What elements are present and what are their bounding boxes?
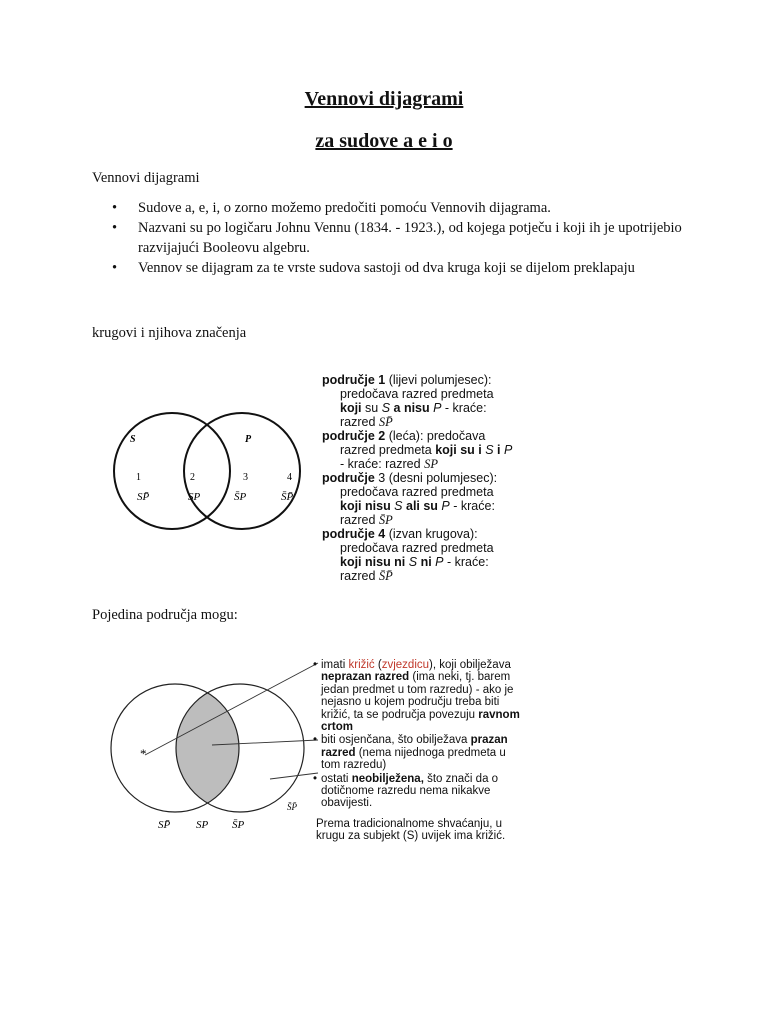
list-item: • Vennov se dijagram za te vrste sudova sastoji od dva kruga koji se dijelom preklapaju (112, 260, 635, 276)
page-subtitle: za sudove a e i o (315, 130, 453, 152)
traditional-note: Prema tradicionalnome shvaćanju, u krugu za subjekt (S) uvijek ima križić. (316, 818, 506, 843)
bullet-icon: • (112, 220, 118, 236)
region-notation-3: S̄P (234, 491, 247, 503)
region-notation-3: S̄P (232, 819, 245, 831)
cross-mark: * (140, 746, 147, 761)
region-legend: područje 1 (lijevi polumjesec): predočava razred predmeta koji su S a nisu P - kraće: razred SP̄ područje 2 (leća): predočava razred predmeta koji su i S i P - kraće: razred SP područje 3 (desni polumjesec): predočava razred predmeta koji nisu S ali su P - kraće: razred S̄P područje 4 (izvan krugova): predočava razred predmeta koji nisu ni S ni P - kraće: razred S̄P̄ (322, 373, 542, 583)
label-p: P (245, 434, 252, 445)
bullet-icon: • (313, 772, 318, 785)
outside-notation: S̄P̄ (287, 802, 297, 812)
legend-region-2: područje 2 (leća): predočava (322, 429, 486, 443)
label-s: S (130, 434, 136, 445)
list-item: • Nazvani su po logičaru Johnu Vennu (1834. - 1923.), od kojega potječu i koji ih je upotrijebio razvijajući Booleovu algebru. (112, 220, 682, 256)
region-number-3: 3 (243, 472, 248, 483)
note-item-shaded: • biti osjenčana, što obilježava prazan razred (nema nijednoga predmeta u tom razredu) (313, 734, 508, 772)
region-notation-4: S̄P̄ (281, 491, 294, 503)
note-item-unmarked: • ostati neobilježena, što znači da o dotičnome razredu nema nikakve obavijesti. (313, 772, 499, 810)
region-notation-2: SP (188, 491, 201, 503)
legend-region-4: područje 4 (izvan krugova): (322, 527, 478, 541)
legend-region-1: područje 1 (lijevi polumjesec): (322, 373, 492, 387)
note-item-cross: • imati križić (zvjezdicu), koji obilježava neprazan razred (ima neki, tj. barem jedan predmet u tom razredu) - ako je nejasno u kojem području treba biti križić, ta se područja povezuju ravnom crtom (313, 659, 520, 734)
pointer-line-empty (270, 773, 318, 779)
list-item: • Sudove a, e, i, o zorno možemo predočiti pomoću Vennovih dijagrama. (112, 200, 551, 216)
bullet-icon: • (313, 734, 318, 747)
bullet-icon: • (112, 260, 118, 276)
section-label-regions: Pojedina područja mogu: (92, 607, 238, 623)
pointer-line-shaded (212, 740, 318, 745)
page-title: Vennovi dijagrami (304, 88, 464, 110)
region-notation-1: SP̄ (158, 819, 171, 831)
section-label-circles: krugovi i njihova značenja (92, 325, 247, 341)
region-number-2: 2 (190, 472, 195, 483)
region-notation-2: SP (196, 819, 209, 831)
bullet-icon: • (112, 200, 118, 216)
region-notation-1: SP̄ (137, 491, 150, 503)
region-number-4: 4 (287, 472, 292, 483)
bullet-icon: • (313, 659, 318, 671)
region-number-1: 1 (136, 472, 141, 483)
marking-notes (313, 659, 525, 811)
legend-region-3: područje 3 (desni polumjesec): (322, 471, 498, 485)
intro-label: Vennovi dijagrami (92, 170, 200, 186)
